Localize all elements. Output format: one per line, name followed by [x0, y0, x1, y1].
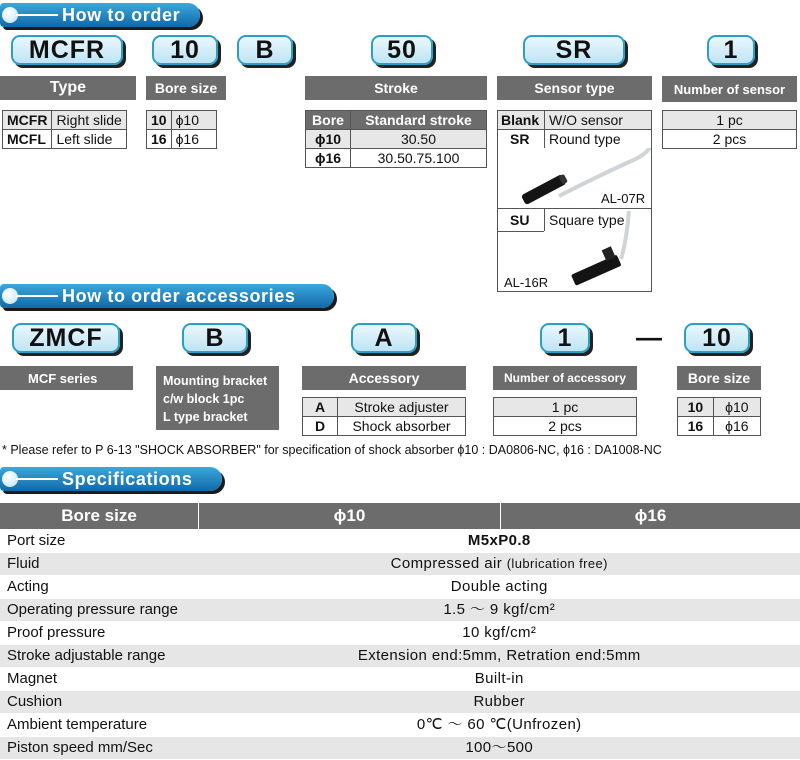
- table-row: [0, 576, 800, 599]
- spec-col-bore-size: Bore size: [0, 503, 199, 530]
- stroke-values: 30.50.75.100: [351, 149, 487, 168]
- spec-value: Built-in: [199, 668, 800, 691]
- num-accessory-table: [493, 397, 637, 436]
- num-sensor-header: Number of sensor: [662, 76, 797, 102]
- table-row: [0, 691, 800, 714]
- table-row: [306, 149, 487, 168]
- spec-col-10: ϕ10: [199, 503, 501, 530]
- sensor-desc: Square type: [549, 212, 625, 228]
- table-row: [0, 737, 800, 760]
- table-row: [678, 417, 761, 436]
- spec-value: 0℃ ～ 60 ℃(Unfrozen): [199, 714, 800, 737]
- code-pill-bore: 10: [152, 35, 218, 65]
- table-row: [663, 130, 797, 149]
- accessory-desc: Stroke adjuster: [338, 398, 466, 417]
- type-header: Type: [0, 76, 136, 100]
- type-code: MCFL: [3, 130, 52, 149]
- table-row: [0, 645, 800, 668]
- table-row: [3, 130, 127, 149]
- spec-label: Ambient temperature: [0, 714, 199, 737]
- stroke-bore: ϕ16: [306, 149, 351, 168]
- type-desc: Right slide: [52, 111, 126, 130]
- num-sensor-value: 2 pcs: [663, 130, 797, 149]
- bore-code: 16: [678, 417, 714, 436]
- spec-col-16: ϕ16: [501, 503, 800, 530]
- bore-code: 10: [678, 398, 714, 417]
- table-row: [0, 668, 800, 691]
- num-sensor-table: [662, 110, 797, 149]
- sensor-type-header: Sensor type: [497, 76, 652, 100]
- spec-label: Magnet: [0, 668, 199, 691]
- section-banner-order: [0, 2, 200, 28]
- bracket-line: Mounting bracket: [163, 374, 268, 388]
- code-pill-num-sensor: 1: [707, 35, 755, 65]
- table-row: [3, 111, 127, 130]
- table-row: [498, 111, 651, 130]
- type-table: [2, 110, 127, 149]
- code-pill-stroke: 50: [371, 35, 433, 65]
- num-accessory-header: Number of accessory: [493, 366, 637, 390]
- table-row: [303, 417, 466, 436]
- type-desc: Left slide: [52, 130, 126, 149]
- spec-label: Acting: [0, 576, 199, 599]
- table-row: [663, 111, 797, 130]
- spec-value: Double acting: [199, 576, 800, 599]
- section-title: How to order: [62, 5, 181, 25]
- table-row: [147, 130, 217, 149]
- section-title: Specifications: [62, 469, 193, 489]
- accessory-desc: Shock absorber: [338, 417, 466, 436]
- bore-size-table: [146, 110, 217, 149]
- spec-label: Piston speed mm/Sec: [0, 737, 199, 760]
- spec-value: Extension end:5mm, Retration end:5mm: [199, 645, 800, 668]
- bore-size-header: Bore size: [146, 76, 226, 100]
- spec-value: Rubber: [199, 691, 800, 714]
- code-pill-sensor: SR: [523, 35, 625, 65]
- stroke-table: [305, 110, 487, 168]
- spec-value: [199, 553, 800, 576]
- round-sensor-model: AL-07R: [601, 191, 646, 206]
- sensor-code: Blank: [501, 112, 540, 128]
- sensor-type-box: [497, 110, 652, 292]
- spec-value-main: Compressed air: [390, 555, 503, 572]
- specifications-table: [0, 503, 800, 760]
- spec-label: Proof pressure: [0, 622, 199, 645]
- bore-code: 16: [147, 130, 172, 149]
- shock-absorber-note: * Please refer to P 6-13 "SHOCK ABSORBER" for specification of shock absorber ϕ10 : DA0806-NC, ϕ16 : DA1008-NC: [2, 443, 662, 457]
- table-row: [494, 398, 637, 417]
- spec-label: Cushion: [0, 691, 199, 714]
- bracket-line: c/w block 1pc: [163, 392, 245, 406]
- accessory-table: [302, 397, 466, 436]
- section-banner-accessories: [0, 283, 334, 309]
- table-row: [303, 398, 466, 417]
- spec-value: 100～500: [199, 737, 800, 760]
- stroke-col-standard: Standard stroke: [351, 111, 487, 130]
- sensor-desc: Round type: [549, 131, 621, 147]
- bore-desc: ϕ16: [171, 130, 216, 149]
- acc-code-pill-accessory: A: [351, 323, 417, 353]
- acc-code-pill-bracket: B: [182, 323, 248, 353]
- accessory-code: A: [303, 398, 338, 417]
- table-row: [306, 130, 487, 149]
- sensor-desc: W/O sensor: [549, 112, 623, 128]
- sensor-code: SU: [510, 212, 530, 228]
- stroke-values: 30.50: [351, 130, 487, 149]
- table-row: [0, 553, 800, 576]
- stroke-col-bore: Bore: [306, 111, 351, 130]
- square-sensor-model: AL-16R: [504, 275, 549, 290]
- dash-separator: —: [636, 322, 662, 352]
- spec-label: Operating pressure range: [0, 599, 199, 622]
- spec-label: Fluid: [0, 553, 199, 576]
- type-code: MCFR: [3, 111, 52, 130]
- bore-desc: ϕ16: [713, 417, 760, 436]
- acc-code-pill-bore: 10: [684, 323, 750, 353]
- num-accessory-value: 2 pcs: [494, 417, 637, 436]
- spec-label: Stroke adjustable range: [0, 645, 199, 668]
- spec-header-row: [0, 503, 800, 530]
- sensor-code: SR: [510, 131, 530, 147]
- num-sensor-value: 1 pc: [663, 111, 797, 130]
- mcf-series-label: MCF series: [0, 366, 133, 390]
- table-row: [0, 714, 800, 737]
- code-pill-option: B: [237, 35, 293, 65]
- table-row: [0, 622, 800, 645]
- acc-code-pill-model: ZMCF: [12, 323, 120, 353]
- spec-label: Port size: [0, 530, 199, 553]
- table-row: [0, 599, 800, 622]
- spec-value: 1.5 ～ 9 kgf/cm²: [199, 599, 800, 622]
- table-row: [498, 130, 651, 148]
- stroke-header: Stroke: [305, 76, 487, 100]
- num-accessory-value: 1 pc: [494, 398, 637, 417]
- table-row: [147, 111, 217, 130]
- table-row: [494, 417, 637, 436]
- spec-value-note: (lubrication free): [506, 556, 608, 571]
- accessory-header: Accessory: [302, 366, 466, 390]
- code-pill-model: MCFR: [11, 35, 123, 65]
- spec-value: 10 kgf/cm²: [199, 622, 800, 645]
- acc-code-pill-number: 1: [540, 323, 590, 353]
- table-row: [0, 530, 800, 553]
- bore-desc: ϕ10: [713, 398, 760, 417]
- spec-value: M5xP0.8: [199, 530, 800, 553]
- acc-bore-header: Bore size: [677, 366, 761, 390]
- acc-bore-table: [677, 397, 761, 436]
- bore-code: 10: [147, 111, 172, 130]
- section-banner-specs: [0, 466, 222, 492]
- bracket-description: [156, 366, 279, 442]
- table-row: [678, 398, 761, 417]
- section-title: How to order accessories: [62, 286, 296, 306]
- accessory-code: D: [303, 417, 338, 436]
- table-row: [306, 111, 487, 130]
- bracket-line: L type bracket 2pcs: [163, 410, 248, 442]
- bore-desc: ϕ10: [171, 111, 216, 130]
- stroke-bore: ϕ10: [306, 130, 351, 149]
